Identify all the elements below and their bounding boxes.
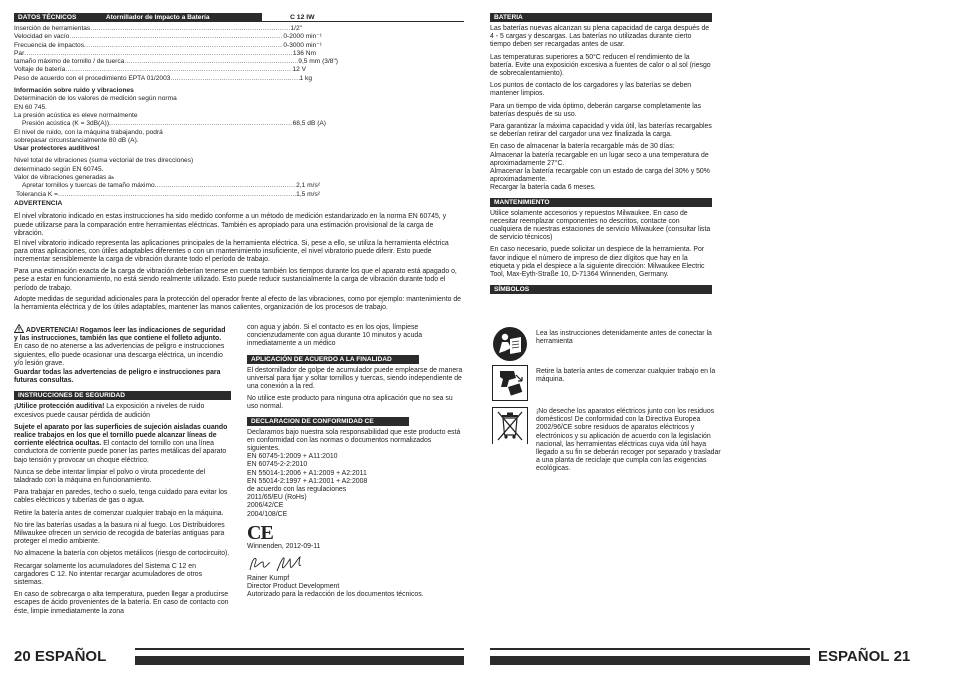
noise-text: EN 60 745. (14, 103, 47, 111)
ce-mark: CE (247, 521, 273, 544)
footer-bar-left (135, 656, 464, 665)
battery-text: Almacenar la batería recargable en un lugar seco a una temperatura de aproximadamente 27°C. (490, 151, 709, 167)
crossed-bin-icon (492, 406, 528, 444)
noise-text: La presión acústica es eleve normalmente (14, 111, 138, 119)
norm-item: 2006/42/CE (247, 502, 284, 510)
norm-item: 2011/65/EU (RoHs) (247, 494, 307, 502)
battery-text: Para un tiempo de vida óptimo, deberán cargarse completamente las baterías después de su uso. (490, 102, 702, 118)
maintenance-header: MANTENIMIENTO (490, 198, 712, 207)
safety-item: ¡Utilice protección auditiva! La exposición a niveles de ruido excesivos puede causar pérdida de audición (14, 403, 205, 419)
noise-text: sobrepasar circunstancialmente 80 dB (A). (14, 136, 139, 144)
battery-column (490, 13, 712, 294)
vibration-tolerance-row: Tolerancia K = ..... 1,5 m/s² (14, 191, 320, 199)
ce-declaration-header: DECLARACION DE CONFORMIDAD CE (247, 417, 409, 426)
signer-role: Director Product Development (247, 583, 340, 591)
vibration-tighten-row: Apretar tornillos y tuercas de tamaño máximo ..... 2,1 m/s² (14, 182, 320, 190)
technical-data-title: DATOS TÉCNICOS (18, 14, 77, 21)
product-name: Atornillador de Impacto a Batería (105, 14, 210, 21)
ear-protection-note: Usar protectores auditivos! (14, 145, 100, 153)
safety-column (14, 324, 231, 620)
warning-paragraph: Para una estimación exacta de la carga de vibración deberían tenerse en cuenta también los tiempos durante los que el aparato está apagado o, pese a estar en funcionamiento, no está siendo realmente utilizado. Esto puede reducir sustancialmente la carga de vibración durante todo el período de trabajo. (14, 267, 457, 292)
vibration-text: determinado según EN 60745. (14, 165, 104, 173)
noise-title: Información sobre ruido y vibraciones (14, 87, 134, 95)
spec-table (14, 25, 464, 199)
general-warning-text: En caso de no atenerse a las advertencias de peligro e instrucciones siguientes, ello puede ocasionar una descarga eléctrica, un incendio y/o lesión grave. (14, 343, 225, 367)
norm-item: EN 60745-1:2009 + A11:2010 (247, 453, 338, 461)
usage-column (247, 324, 464, 600)
warning-title: ADVERTENCIA (14, 200, 63, 207)
spec-row: Par ..... 136 Nm (14, 50, 316, 58)
safety-item: Nunca se debe intentar limpiar el polvo o viruta procedente del taladrado con la máquina en funcionamiento. (14, 468, 206, 485)
technical-data-header (14, 13, 262, 22)
remove-battery-icon (492, 365, 528, 401)
battery-text: Los puntos de contacto de los cargadores y las baterías se deben mantener limpios. (490, 82, 692, 98)
intended-use-header: APLICACIÓN DE ACUERDO A LA FINALIDAD (247, 355, 419, 364)
usage-text: No utilice este producto para ninguna otra aplicación que no sea su uso normal. (247, 395, 453, 411)
safety-item: Sujete el aparato por las superficies de sujeción aisladas cuando realice trabajos en los que el tornillo puede alcanzar líneas de corriente eléctrica ocultas. El contacto del tornillo con una línea conductora de corriente puede poner las partes metálicas del aparato bajo tensión y provocar un choque eléctrico. (14, 423, 228, 464)
safety-instructions-header: INSTRUCCIONES DE SEGURIDAD (14, 391, 231, 400)
battery-text: Almacenar la batería recargable con un estado de carga del 30% y 50% aproximadamente. (490, 168, 710, 184)
spec-row: tamaño máximo de tornillo / de tuerca ..... 9,5 mm (3/8") (14, 58, 338, 66)
sound-pressure-row: Presión acústica (K = 3dB(A)) ..... 68,5 dB (A) (14, 120, 326, 128)
vibration-text: Valor de vibraciones generadas aₕ (14, 174, 115, 182)
warning-paragraph: El nivel vibratorio indicado en estas instrucciones ha sido medido conforme a un método de medición estandarizado en la norma EN 60745, y puede utilizarse para la comparación entre herramientas eléctricas. También es apropiado para una estimación provisional de la carga de vibración. (14, 213, 447, 238)
battery-text: En caso de almacenar la batería recargable más de 30 días: (490, 143, 675, 151)
symbols-header: SÍMBOLOS (490, 285, 712, 294)
battery-text: Para garantizar la máxima capacidad y vida útil, las baterías recargables se deberían retirar del cargador una vez finalizada la carga. (490, 123, 712, 139)
general-warning (14, 324, 231, 368)
spec-row: Peso de acuerdo con el procedimiento EPTA 01/2003 ..... 1 kg (14, 75, 312, 83)
footer-bar-right (490, 656, 810, 665)
page-number-right: ESPAÑOL 21 (818, 648, 911, 665)
signature-image (247, 553, 317, 575)
noise-text: Determinación de los valores de medición según norma (14, 95, 177, 103)
spec-row: Inserción de herramientas ..... 1/2" (14, 25, 302, 33)
read-manual-icon (492, 326, 528, 362)
footer-rule-top (490, 648, 810, 650)
safety-item: No almacene la batería con objetos metálicos (riesgo de cortocircuito). (14, 550, 230, 558)
safety-item: Para trabajar en paredes, techo o suelo, tenga cuidado para evitar los cables eléctricos y tuberías de gas o agua. (14, 489, 228, 505)
ce-declaration-text: Declaramos bajo nuestra sola responsabilidad que este producto está en conformidad con las normas o documentos normalizados siguientes. (247, 428, 461, 453)
spec-row: Voltaje de batería ..... 12 V (14, 66, 306, 74)
authorization-note: Autorizado para la redacción de los documentos técnicos. (247, 591, 424, 599)
symbol-text: Retire la batería antes de comenzar cualquier trabajo en la máquina. (536, 368, 716, 384)
warning-section (14, 200, 462, 317)
signer-name: Rainer Kumpf (247, 575, 290, 583)
battery-text: Recargar la batería cada 6 meses. (490, 184, 596, 192)
noise-text: El nivel de ruido, con la máquina trabajando, podrá (14, 128, 163, 136)
safety-item: En caso de sobrecarga o alta temperatura, pueden llegar a producirse escapes de ácido provenientes de la batería. En caso de contacto con éste, limpie inmediatamente la zona (14, 591, 229, 615)
spec-row: Velocidad en vacío ..... 0-2000 min⁻¹ (14, 33, 322, 41)
warning-paragraph: Adopte medidas de seguridad adicionales para la protección del operador frente al efecto de las vibraciones, como por ejemplo: mantenimiento de la herramienta eléctrica y de los útiles adaptables, mantener las manos calientes, organización de los procesos de trabajo. (14, 296, 462, 312)
warning-paragraph: El nivel vibratorio indicado representa las aplicaciones principales de la herramienta eléctrica. Si, pese a ello, se utiliza la herramienta eléctrica para otras aplicaciones, con útiles adaptables diferentes o con un mantenimiento insuficiente, el nivel vibratorio puede diferir. Esto puede incrementar sensiblemente la carga de vibración durante todo el período de trabajo. (14, 239, 449, 264)
battery-text: Las temperaturas superiores a 50°C reducen el rendimiento de la batería. Evite una exposición excesiva a fuentes de calor o al sol (riesgo de sobrecalentamiento). (490, 53, 711, 78)
battery-text: Las baterías nuevas alcanzan su plena capacidad de carga después de 4 - 5 cargas y descargas. Las baterías no utilizadas durante cierto tiempo deben ser recargadas antes de usar. (490, 25, 710, 49)
warning-triangle-icon (14, 324, 24, 333)
battery-header: BATERIA (490, 13, 712, 22)
usage-text: El destornillador de golpe de acumulador puede emplearse de manera universal para fijar y soltar tornillos y tuercas, siendo independiente de una conexión a la red. (247, 366, 463, 391)
safety-item: Retire la batería antes de comenzar cualquier trabajo en la máquina. (14, 509, 224, 517)
symbol-text: Lea las instrucciones detenidamente antes de conectar la herramienta (536, 330, 712, 346)
spec-row: Frecuencia de impactos ..... 0-3000 min⁻¹ (14, 42, 322, 50)
place-date: Winnenden, 2012-09-11 (247, 542, 321, 550)
maintenance-text: En caso necesario, puede solicitar un despiece de la herramienta. Por favor indique el número de impreso de diez dígitos que hay en la etiqueta y pida el despiece a la siguiente dirección: Milwaukee Electric Tool, Max-Eyth-Straße 10, D-71364 Winnenden, Germany. (490, 246, 705, 279)
norm-item: EN 60745-2-2:2010 (247, 461, 308, 469)
symbol-remove-battery (492, 365, 722, 405)
norm-item: EN 55014-2:1997 + A1:2001 + A2:2008 (247, 477, 368, 485)
vibration-text: Nivel total de vibraciones (suma vectorial de tres direcciones) (14, 157, 194, 165)
norm-item: EN 55014-1:2006 + A1:2009 + A2:2011 (247, 469, 367, 477)
maintenance-text: Utilice solamente accesorios y repuestos Milwaukee. En caso de necesitar reemplazar componentes no descritos, contacte con cualquiera de nuestras estaciones de servicio Milwaukee (consultar lista de servicio técnicos) (490, 209, 711, 242)
norm-item: de acuerdo con las regulaciones (247, 486, 347, 494)
general-warning-bold: ADVERTENCIA! Rogamos leer las indicaciones de seguridad y las instrucciones, también las que contiene el folleto adjunto. (14, 327, 226, 343)
page-number-left: 20 ESPAÑOL (14, 648, 107, 665)
keep-instructions-note: Guardar todas las advertencias de peligro e instrucciones para futuras consultas. (14, 369, 221, 385)
norm-item: 2004/108/CE (247, 510, 288, 518)
safety-continuation: con agua y jabón. Si el contacto es en los ojos, límpiese concienzudamente con agua durante 10 minutos y acuda inmediatamente a un médico (247, 324, 423, 348)
symbol-read-manual (492, 326, 722, 366)
safety-item: No tire las baterías usadas a la basura ni al fuego. Los Distribuidores Milwaukee ofrecen un servicio de recogida de baterías antiguas para proteger el medio ambiente. (14, 521, 225, 546)
safety-item: Recargar solamente los acumuladores del Sistema C 12 en cargadores C 12. No intentar recargar acumuladores de otros sistemas. (14, 562, 203, 587)
model-name: C 12 IW (290, 14, 315, 21)
symbol-text: ¡No deseche los aparatos eléctricos junto con los residuos domésticos! De conformidad con la Directiva Europea 2002/96/CE sobre residuos de aparatos eléctricos y electrónicos y su aplicación de acuerdo con la legislación nacional, las herramientas eléctricas cuya vida útil haya llegado a su fin se deberán recoger por separado y trasladar a una planta de reciclaje que cumpla con las exigencias ecológicas. (536, 408, 721, 473)
footer-rule-top (135, 648, 464, 650)
symbol-weee (492, 406, 722, 496)
